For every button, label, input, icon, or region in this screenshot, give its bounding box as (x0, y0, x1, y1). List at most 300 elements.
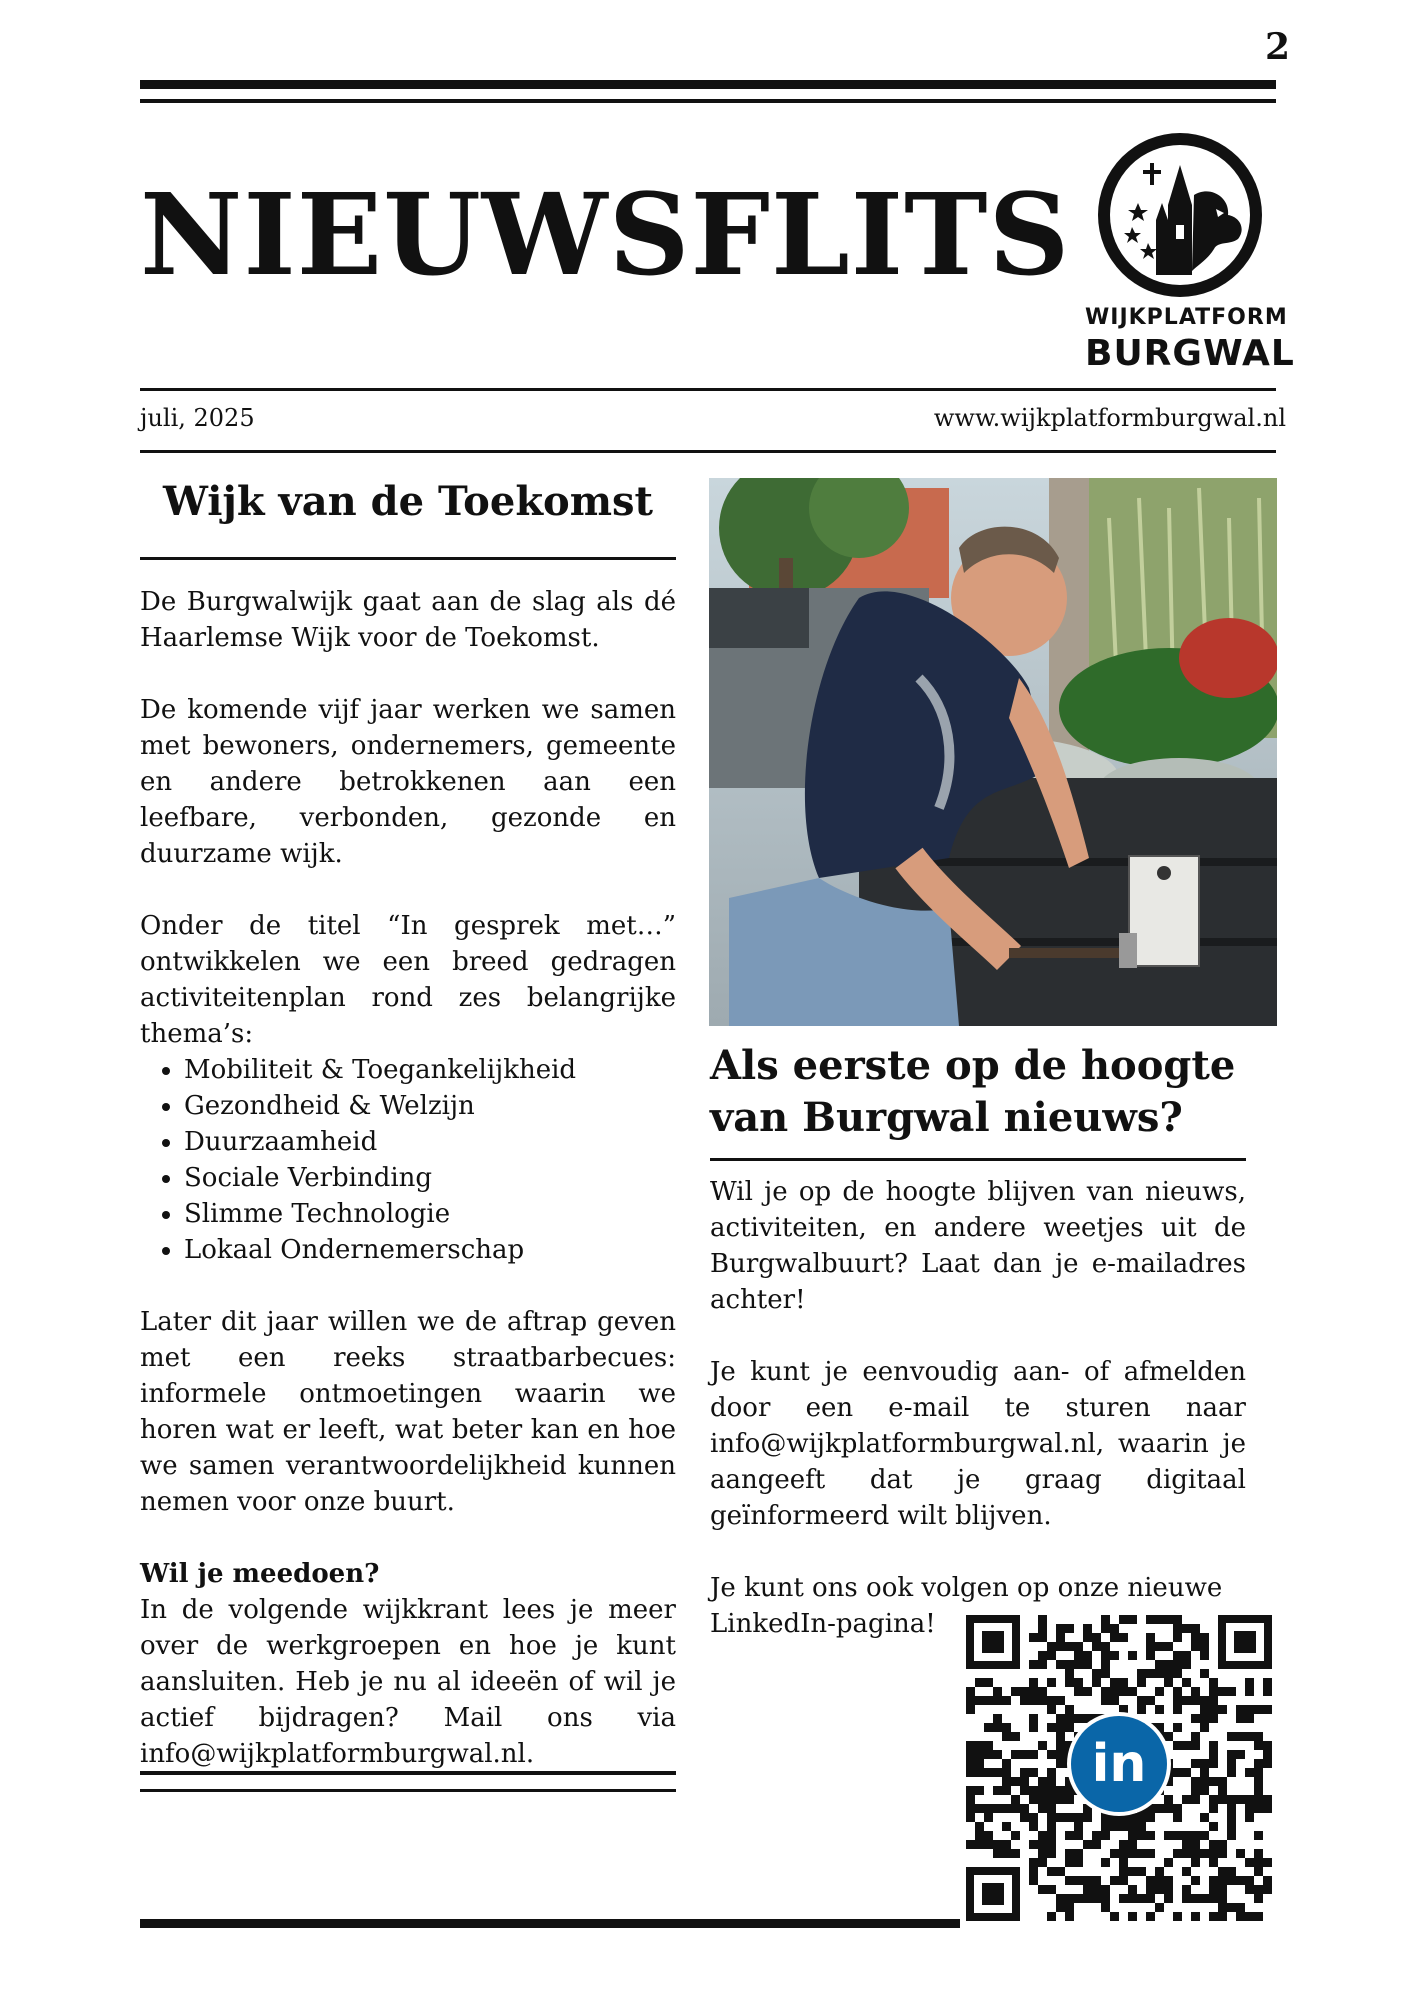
qr-module (1002, 1696, 1011, 1705)
qr-module (1146, 1849, 1155, 1858)
qr-module (1029, 1750, 1038, 1759)
qr-module (1218, 1912, 1227, 1921)
qr-module (1074, 1831, 1083, 1840)
qr-module (1209, 1759, 1218, 1768)
list-item: • Slimme Technologie (184, 1196, 676, 1232)
qr-module (1029, 1813, 1038, 1822)
qr-module (1110, 1633, 1119, 1642)
qr-module (1083, 1876, 1092, 1885)
qr-module (1164, 1732, 1173, 1741)
qr-module (1236, 1876, 1245, 1885)
qr-module (1200, 1696, 1209, 1705)
qr-module (1236, 1903, 1245, 1912)
qr-module (1038, 1777, 1047, 1786)
qr-module (1038, 1786, 1047, 1795)
qr-module (1263, 1741, 1272, 1750)
qr-module (984, 1741, 993, 1750)
qr-module (1191, 1741, 1200, 1750)
qr-module (1092, 1633, 1101, 1642)
qr-module (1083, 1894, 1092, 1903)
qr-module (1209, 1804, 1218, 1813)
qr-module (984, 1678, 993, 1687)
qr-module (1263, 1750, 1272, 1759)
qr-module (1083, 1813, 1092, 1822)
qr-module (1182, 1849, 1191, 1858)
qr-module (1047, 1642, 1056, 1651)
qr-module (1209, 1822, 1218, 1831)
qr-module (1164, 1831, 1173, 1840)
qr-module (1146, 1669, 1155, 1678)
qr-module (1065, 1912, 1074, 1921)
themes-list (140, 1052, 676, 1268)
qr-module (1200, 1633, 1209, 1642)
qr-module (1020, 1786, 1029, 1795)
qr-module (1119, 1876, 1128, 1885)
qr-module (1209, 1795, 1218, 1804)
qr-module (1119, 1678, 1128, 1687)
qr-module (1038, 1795, 1047, 1804)
qr-module (1245, 1885, 1254, 1894)
qr-module (1191, 1840, 1200, 1849)
qr-module (1038, 1615, 1047, 1624)
list-item: • Duurzaamheid (184, 1124, 676, 1160)
qr-module (1218, 1840, 1227, 1849)
qr-module (993, 1750, 1002, 1759)
qr-module (1056, 1786, 1065, 1795)
qr-module (1155, 1705, 1164, 1714)
qr-module (1191, 1759, 1200, 1768)
qr-module (1173, 1669, 1182, 1678)
qr-module (1173, 1912, 1182, 1921)
qr-module (1191, 1795, 1200, 1804)
qr-module (1128, 1831, 1137, 1840)
bottom-rule (140, 1919, 960, 1928)
photo-illustration (709, 478, 1277, 1026)
qr-module (1137, 1705, 1146, 1714)
qr-module (1146, 1831, 1155, 1840)
qr-module (1065, 1624, 1074, 1633)
qr-module (1173, 1687, 1182, 1696)
qr-module (1029, 1840, 1038, 1849)
qr-module (1047, 1786, 1056, 1795)
qr-module (993, 1696, 1002, 1705)
qr-module (1173, 1705, 1182, 1714)
qr-module (1074, 1660, 1083, 1669)
qr-module (1182, 1867, 1191, 1876)
qr-module (1200, 1813, 1209, 1822)
qr-module (1218, 1894, 1227, 1903)
qr-module (1200, 1669, 1209, 1678)
qr-module (1263, 1804, 1272, 1813)
qr-module (1254, 1831, 1263, 1840)
qr-module (1101, 1669, 1110, 1678)
qr-module (1038, 1885, 1047, 1894)
qr-module (1092, 1642, 1101, 1651)
qr-module (1209, 1696, 1218, 1705)
qr-module (1056, 1714, 1065, 1723)
qr-module (975, 1759, 984, 1768)
qr-module (1047, 1822, 1056, 1831)
qr-module (1119, 1867, 1128, 1876)
qr-module (1263, 1678, 1272, 1687)
qr-module (1254, 1885, 1263, 1894)
qr-module (1227, 1822, 1236, 1831)
qr-module (1182, 1840, 1191, 1849)
qr-module (1119, 1687, 1128, 1696)
qr-module (1227, 1750, 1236, 1759)
qr-module (1074, 1687, 1083, 1696)
qr-module (1227, 1831, 1236, 1840)
qr-module (1155, 1876, 1164, 1885)
logo-emblem-icon (1090, 125, 1270, 305)
qr-module (1164, 1615, 1173, 1624)
qr-module (1263, 1705, 1272, 1714)
qr-module (1119, 1894, 1128, 1903)
qr-module (1047, 1750, 1056, 1759)
qr-module (975, 1741, 984, 1750)
qr-module (993, 1804, 1002, 1813)
qr-module (966, 1786, 975, 1795)
qr-module (1146, 1885, 1155, 1894)
qr-module (1245, 1795, 1254, 1804)
qr-module (1173, 1831, 1182, 1840)
qr-module (1065, 1831, 1074, 1840)
page-number: 2 (1264, 26, 1290, 68)
qr-module (1164, 1669, 1173, 1678)
qr-module (966, 1804, 975, 1813)
qr-module (1092, 1840, 1101, 1849)
qr-module (1263, 1687, 1272, 1696)
qr-module (1038, 1804, 1047, 1813)
qr-module (1092, 1894, 1101, 1903)
qr-module (993, 1687, 1002, 1696)
qr-module (1065, 1723, 1074, 1732)
qr-module (1110, 1687, 1119, 1696)
qr-module (1263, 1876, 1272, 1885)
qr-module (975, 1750, 984, 1759)
qr-module (1002, 1822, 1011, 1831)
qr-module (1254, 1741, 1263, 1750)
qr-module (1020, 1696, 1029, 1705)
qr-module (1002, 1786, 1011, 1795)
qr-module (1074, 1813, 1083, 1822)
qr-module (1074, 1858, 1083, 1867)
qr-module (1173, 1741, 1182, 1750)
qr-module (1209, 1912, 1218, 1921)
qr-module (1056, 1759, 1065, 1768)
qr-module (966, 1768, 975, 1777)
qr-module (1128, 1615, 1137, 1624)
qr-module (1254, 1777, 1263, 1786)
qr-module (1236, 1849, 1245, 1858)
qr-module (1119, 1858, 1128, 1867)
qr-module (1191, 1624, 1200, 1633)
qr-module (984, 1840, 993, 1849)
qr-module (1137, 1669, 1146, 1678)
qr-module (1191, 1687, 1200, 1696)
qr-module (1002, 1804, 1011, 1813)
qr-module (1119, 1822, 1128, 1831)
qr-module (984, 1804, 993, 1813)
qr-module (1029, 1795, 1038, 1804)
qr-module (1020, 1804, 1029, 1813)
list-item: • Lokaal Ondernemerschap (184, 1232, 676, 1268)
qr-module (1074, 1678, 1083, 1687)
join-heading: Wil je meedoen? (140, 1559, 380, 1589)
top-rule-thin (140, 99, 1276, 103)
qr-module (1155, 1804, 1164, 1813)
qr-module (1173, 1660, 1182, 1669)
qr-module (1137, 1696, 1146, 1705)
qr-module (1155, 1687, 1164, 1696)
qr-module (1011, 1687, 1020, 1696)
qr-module (1245, 1813, 1254, 1822)
qr-module (1002, 1723, 1011, 1732)
qr-module (1209, 1876, 1218, 1885)
qr-module (1038, 1696, 1047, 1705)
qr-module (1263, 1858, 1272, 1867)
qr-module (1245, 1876, 1254, 1885)
qr-module (1065, 1714, 1074, 1723)
qr-module (1245, 1705, 1254, 1714)
qr-module (1029, 1786, 1038, 1795)
qr-module (984, 1723, 993, 1732)
left-title-rule (140, 557, 676, 560)
top-rule-thick (140, 80, 1276, 89)
qr-module (1101, 1660, 1110, 1669)
qr-module (1218, 1849, 1227, 1858)
qr-module (966, 1705, 975, 1714)
qr-module (1101, 1903, 1110, 1912)
qr-module (1092, 1669, 1101, 1678)
qr-module (1245, 1912, 1254, 1921)
qr-module (1101, 1858, 1110, 1867)
qr-module (1002, 1840, 1011, 1849)
qr-module (1020, 1777, 1029, 1786)
qr-module (1209, 1714, 1218, 1723)
qr-module (1002, 1777, 1011, 1786)
website-link[interactable]: www.wijkplatformburgwal.nl (933, 404, 1286, 432)
qr-module (1146, 1642, 1155, 1651)
qr-module (1056, 1795, 1065, 1804)
qr-module (1110, 1912, 1119, 1921)
qr-module (1101, 1831, 1110, 1840)
qr-module (1065, 1813, 1074, 1822)
qr-module (1146, 1813, 1155, 1822)
qr-module (1254, 1795, 1263, 1804)
qr-module (975, 1696, 984, 1705)
qr-module (1191, 1714, 1200, 1723)
qr-module (1254, 1732, 1263, 1741)
qr-module (1146, 1696, 1155, 1705)
qr-module (1047, 1813, 1056, 1822)
qr-module (1182, 1741, 1191, 1750)
qr-module (984, 1696, 993, 1705)
qr-module (1011, 1777, 1020, 1786)
qr-module (1200, 1759, 1209, 1768)
qr-module (1056, 1696, 1065, 1705)
qr-module (1182, 1624, 1191, 1633)
qr-module (1227, 1687, 1236, 1696)
qr-module (1218, 1885, 1227, 1894)
qr-module (1191, 1732, 1200, 1741)
qr-module (1128, 1840, 1137, 1849)
qr-module (1020, 1813, 1029, 1822)
qr-module (1164, 1885, 1173, 1894)
qr-module (1047, 1768, 1056, 1777)
masthead-title: NIEUWSFLITS (140, 170, 1071, 301)
qr-module (1218, 1705, 1227, 1714)
qr-module (1047, 1795, 1056, 1804)
qr-module (1173, 1723, 1182, 1732)
qr-module (1083, 1633, 1092, 1642)
qr-module (1164, 1678, 1173, 1687)
qr-module (1227, 1804, 1236, 1813)
qr-module (1047, 1849, 1056, 1858)
qr-module (1200, 1768, 1209, 1777)
qr-module (1029, 1660, 1038, 1669)
qr-module (1218, 1777, 1227, 1786)
qr-module (1137, 1867, 1146, 1876)
qr-module (1128, 1651, 1137, 1660)
qr-module (1020, 1750, 1029, 1759)
qr-module (1164, 1858, 1173, 1867)
qr-module (1254, 1912, 1263, 1921)
qr-module (1263, 1795, 1272, 1804)
qr-module (1209, 1885, 1218, 1894)
qr-module (1236, 1795, 1245, 1804)
qr-module (1155, 1642, 1164, 1651)
qr-module (1056, 1750, 1065, 1759)
qr-module (1173, 1615, 1182, 1624)
left-bottom-rule-thin (140, 1789, 676, 1792)
qr-module (1128, 1849, 1137, 1858)
qr-module (1029, 1678, 1038, 1687)
qr-module (1227, 1876, 1236, 1885)
qr-module (1245, 1858, 1254, 1867)
qr-module (1164, 1795, 1173, 1804)
qr-module (1074, 1651, 1083, 1660)
qr-module (1083, 1624, 1092, 1633)
qr-module (1092, 1876, 1101, 1885)
qr-module (1083, 1660, 1092, 1669)
qr-module (1065, 1669, 1074, 1678)
qr-module (1011, 1831, 1020, 1840)
qr-module (975, 1804, 984, 1813)
qr-module (1002, 1768, 1011, 1777)
qr-module (984, 1750, 993, 1759)
left-article-title: Wijk van de Toekomst (162, 478, 654, 525)
qr-module (1191, 1849, 1200, 1858)
qr-module (1065, 1876, 1074, 1885)
qr-module (1101, 1624, 1110, 1633)
qr-module (1038, 1840, 1047, 1849)
qr-module (1254, 1705, 1263, 1714)
qr-module (1110, 1849, 1119, 1858)
qr-module (1020, 1687, 1029, 1696)
qr-module (1002, 1759, 1011, 1768)
qr-module (1155, 1669, 1164, 1678)
qr-module (1245, 1768, 1254, 1777)
qr-module (1146, 1912, 1155, 1921)
qr-module (1020, 1768, 1029, 1777)
qr-module (1137, 1813, 1146, 1822)
qr-module (1209, 1741, 1218, 1750)
qr-module (1110, 1624, 1119, 1633)
qr-module (1065, 1795, 1074, 1804)
qr-module (1038, 1687, 1047, 1696)
qr-module (1047, 1696, 1056, 1705)
qr-module (1101, 1615, 1110, 1624)
qr-module (1083, 1651, 1092, 1660)
qr-module (1029, 1822, 1038, 1831)
qr-module (1056, 1903, 1065, 1912)
qr-module (1119, 1633, 1128, 1642)
qr-module (1173, 1804, 1182, 1813)
linkedin-qr-code[interactable] (966, 1615, 1272, 1921)
qr-module (1038, 1741, 1047, 1750)
qr-module (1083, 1885, 1092, 1894)
qr-module (1236, 1732, 1245, 1741)
qr-module (1209, 1678, 1218, 1687)
qr-module (1128, 1687, 1137, 1696)
qr-module (1155, 1615, 1164, 1624)
qr-module (1101, 1822, 1110, 1831)
qr-module (1056, 1741, 1065, 1750)
qr-module (1038, 1633, 1047, 1642)
qr-module (1038, 1831, 1047, 1840)
qr-module (1200, 1642, 1209, 1651)
qr-module (1101, 1885, 1110, 1894)
join-text: In de volgende wijkkrant lees je meer over de werkgroepen en hoe je kunt aansluiten. Heb je nu al ideeën of wil je actief bijdragen? Mail ons via info@wijkplatformburgwal.nl. (140, 1595, 676, 1769)
qr-module (966, 1696, 975, 1705)
qr-module (966, 1759, 975, 1768)
qr-module (1011, 1732, 1020, 1741)
qr-module (1029, 1696, 1038, 1705)
qr-module (1047, 1705, 1056, 1714)
qr-module (993, 1786, 1002, 1795)
qr-module (1011, 1849, 1020, 1858)
qr-module (1182, 1831, 1191, 1840)
qr-module (1254, 1894, 1263, 1903)
qr-module (1038, 1651, 1047, 1660)
qr-module (1047, 1777, 1056, 1786)
qr-module (1029, 1633, 1038, 1642)
qr-module (1245, 1804, 1254, 1813)
volunteer-photo (709, 478, 1277, 1026)
qr-module (1263, 1759, 1272, 1768)
qr-module (1191, 1777, 1200, 1786)
qr-module (1110, 1822, 1119, 1831)
qr-module (1047, 1912, 1056, 1921)
qr-module (1092, 1885, 1101, 1894)
qr-module (966, 1750, 975, 1759)
qr-module (1191, 1633, 1200, 1642)
qr-module (1038, 1858, 1047, 1867)
qr-module (1209, 1705, 1218, 1714)
qr-module (966, 1687, 975, 1696)
qr-module (1110, 1696, 1119, 1705)
left-paragraph: De komende vijf jaar werken we samen met bewoners, ondernemers, gemeente en andere betrokkenen aan een leefbare, verbonden, gezonde en duurzame wijk. (140, 695, 676, 869)
right-article-body (710, 1174, 1246, 1678)
qr-module (1191, 1642, 1200, 1651)
qr-module (1146, 1633, 1155, 1642)
qr-module (1065, 1660, 1074, 1669)
right-paragraph: Je kunt ons ook volgen op onze nieuwe LinkedIn-pagina! (710, 1573, 1223, 1639)
qr-module (1245, 1714, 1254, 1723)
qr-module (1128, 1912, 1137, 1921)
qr-module (984, 1831, 993, 1840)
